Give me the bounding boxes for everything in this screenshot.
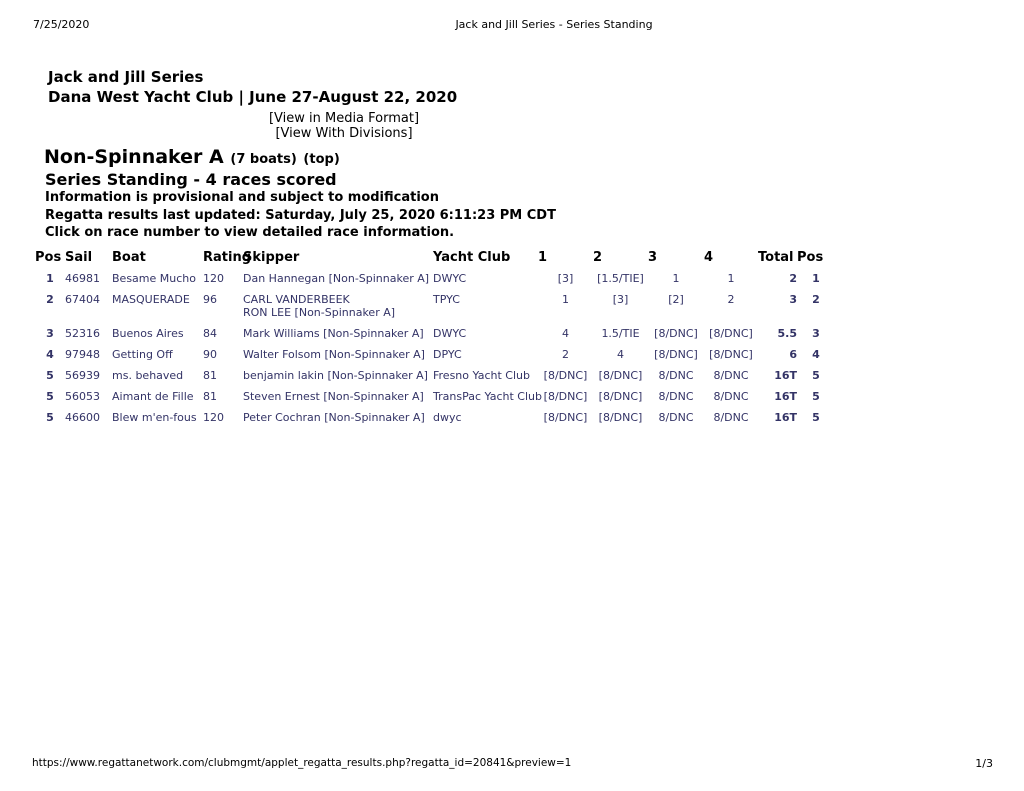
boat-cell: Blew m'en-fous [112,410,197,424]
sail-cell: 56939 [65,368,100,382]
sail-cell: 97948 [65,347,100,361]
pos-cell: 5 [46,389,54,403]
final-pos-cell: 4 [812,347,820,361]
view-media-format-link[interactable]: [View in Media Format] [268,111,420,126]
table-row [35,386,835,407]
final-pos-cell: 3 [812,326,820,340]
yacht-club-cell: DPYC [433,347,462,361]
boat-cell: Aimant de Fille [112,389,194,403]
header-yacht-club: Yacht Club [433,249,511,265]
boat-cell: Getting Off [112,347,173,361]
view-links [35,111,653,141]
table-row [35,407,835,428]
race-2-cell: [8/DNC] [598,389,643,403]
sail-cell: 52316 [65,326,100,340]
rating-cell: 90 [203,347,217,361]
total-cell: 2 [789,271,797,285]
table-header-row [35,247,835,268]
race-4-cell: [8/DNC] [709,326,753,340]
sail-cell: 46981 [65,271,100,285]
race-1-cell: [3] [557,271,574,285]
race-2-cell: [8/DNC] [598,368,643,382]
race-2-cell: 1.5/TIE [601,326,640,340]
header-rating: Rating [203,249,252,265]
pos-cell: 1 [46,271,54,285]
skipper-cell: Dan Hannegan [Non-Spinnaker A] [243,271,430,285]
rating-cell: 96 [203,292,217,306]
final-pos-cell: 1 [812,271,820,285]
race-3-cell: [2] [668,292,684,306]
race-2-cell: [8/DNC] [598,410,643,424]
race-3-cell: [8/DNC] [654,347,698,361]
header-boat: Boat [112,249,146,265]
skipper-cell: Mark Williams [Non-Spinnaker A] [243,326,424,340]
sail-cell: 67404 [65,292,100,306]
race-1-cell: [8/DNC] [543,368,588,382]
rating-cell: 81 [203,368,217,382]
event-subtitle: Dana West Yacht Club | June 27-August 22, 2020 [48,88,458,106]
print-footer-page: 1/3 [975,757,993,770]
division-heading [44,147,835,170]
view-with-divisions-link[interactable]: [View With Divisions] [275,126,413,141]
race-4-cell: [8/DNC] [709,347,753,361]
skipper-cell: Steven Ernest [Non-Spinnaker A] [243,389,424,403]
event-title: Jack and Jill Series [48,68,204,86]
sail-cell: 46600 [65,410,100,424]
total-cell: 16T [774,368,797,382]
skipper-cell: Walter Folsom [Non-Spinnaker A] [243,347,425,361]
header-total: Total [758,249,794,265]
final-pos-cell: 5 [812,368,820,382]
total-cell: 3 [789,292,797,306]
total-cell: 16T [774,389,797,403]
print-header-title: Jack and Jill Series - Series Standing [455,18,653,31]
table-row [35,323,835,344]
provisional-notice: Information is provisional and subject to modification [45,190,439,205]
yacht-club-cell: Fresno Yacht Club [433,368,530,382]
boat-cell: Buenos Aires [112,326,184,340]
results-table [35,247,835,428]
yacht-club-cell: dwyc [433,410,462,424]
rating-cell: 84 [203,326,217,340]
race-3-cell: [8/DNC] [654,326,698,340]
race-3-cell: 8/DNC [658,368,694,382]
header-race-3-link[interactable]: 3 [648,249,658,265]
results-body [35,268,835,428]
final-pos-cell: 5 [812,410,820,424]
pos-cell: 4 [46,347,54,361]
header-sail: Sail [65,249,93,265]
pos-cell: 2 [46,292,54,306]
rating-cell: 120 [203,271,224,285]
boat-cell: ms. behaved [112,368,184,382]
skipper-cell: CARL VANDERBEEK RON LEE [Non-Spinnaker A] [243,292,396,319]
race-3-cell: 8/DNC [658,389,694,403]
race-1-cell: [8/DNC] [543,389,588,403]
pos-cell: 3 [46,326,54,340]
race-1-cell: [8/DNC] [543,410,588,424]
race-4-cell: 1 [727,271,735,285]
yacht-club-cell: TransPac Yacht Club [433,389,542,403]
yacht-club-cell: DWYC [433,326,467,340]
race-1-cell: 2 [562,347,569,361]
total-cell: 6 [789,347,797,361]
header-final-pos: Pos [797,249,824,265]
header-pos: Pos [35,249,62,265]
boat-cell: MASQUERADE [112,292,190,306]
rating-cell: 120 [203,410,224,424]
race-3-cell: 1 [672,271,680,285]
race-2-cell: [3] [612,292,629,306]
race-1-cell: 4 [562,326,569,340]
header-skipper: Skipper [243,249,300,265]
race-4-cell: 8/DNC [713,368,749,382]
header-race-4-link[interactable]: 4 [704,249,714,265]
pos-cell: 5 [46,368,54,382]
race-2-cell: 4 [617,347,624,361]
race-4-cell: 2 [727,292,735,306]
race-2-cell: [1.5/TIE] [597,271,644,285]
final-pos-cell: 5 [812,389,820,403]
race-4-cell: 8/DNC [713,410,749,424]
race-click-notice: Click on race number to view detailed race information. [45,225,455,240]
table-row [35,268,835,289]
pos-cell: 5 [46,410,54,424]
print-footer-url: https://www.regattanetwork.com/clubmgmt/applet_regatta_results.php?regatta_id=20841&preview=1 [32,757,572,769]
table-row [35,344,835,365]
series-standing-heading: Series Standing - 4 races scored [45,170,337,189]
final-pos-cell: 2 [812,292,820,306]
last-updated-notice: Regatta results last updated: Saturday, July 25, 2020 6:11:23 PM CDT [45,207,556,223]
race-4-cell: 8/DNC [713,389,749,403]
race-3-cell: 8/DNC [658,410,694,424]
skipper-cell: benjamin lakin [Non-Spinnaker A] [243,368,428,382]
division-boat-count: (7 boats) [230,152,297,167]
yacht-club-cell: DWYC [433,271,467,285]
total-cell: 5.5 [777,326,797,340]
yacht-club-cell: TPYC [433,292,460,306]
header-race-2-link[interactable]: 2 [593,249,603,265]
race-1-cell: 1 [562,292,569,306]
header-race-1-link[interactable]: 1 [538,249,548,265]
table-row [35,365,835,386]
table-row [35,289,835,323]
print-header-date: 7/25/2020 [33,18,90,31]
boat-cell: Besame Mucho [112,271,196,285]
skipper-cell: Peter Cochran [Non-Spinnaker A] [243,410,425,424]
division-name: Non-Spinnaker A [44,146,224,168]
sail-cell: 56053 [65,389,100,403]
top-link[interactable]: (top) [303,152,340,167]
rating-cell: 81 [203,389,217,403]
total-cell: 16T [774,410,797,424]
report-content [35,67,835,428]
